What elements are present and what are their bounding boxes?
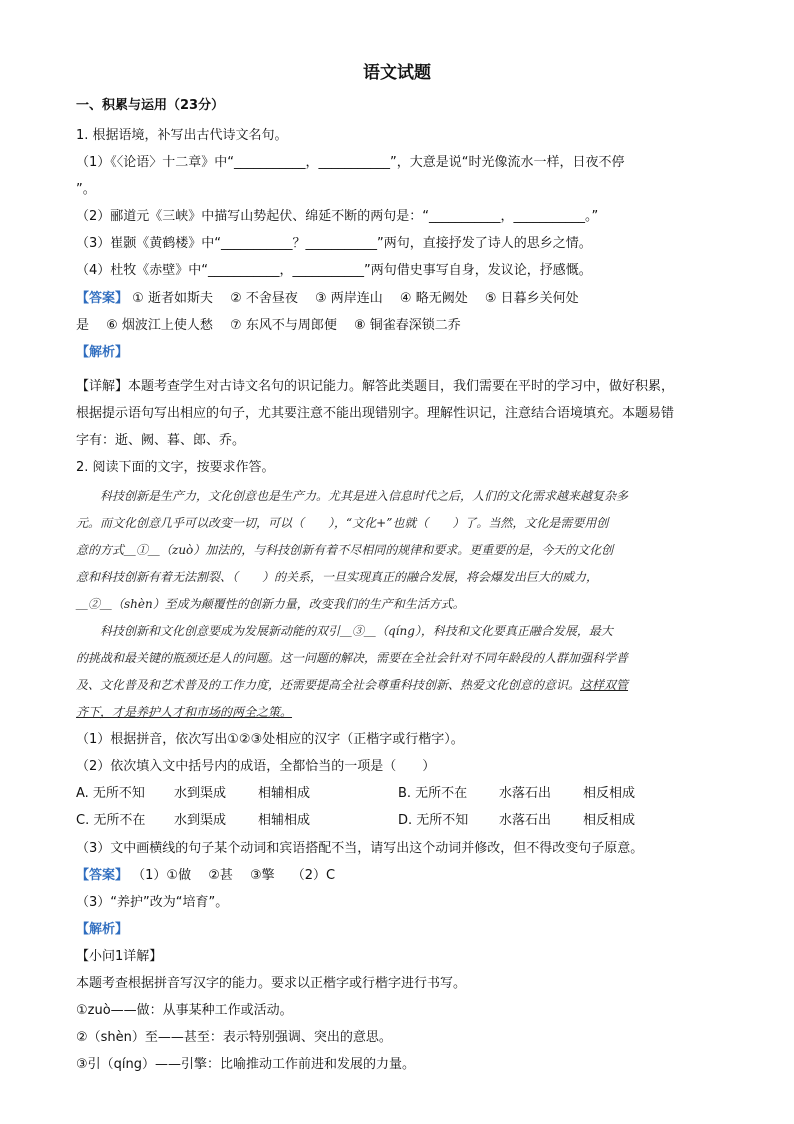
question-2-stem: 2. 阅读下面的文字，按要求作答。 (76, 460, 275, 475)
small-question-heading: 【小问1详解】 (76, 949, 163, 964)
answer-text: （1）①做 ②甚 ③擎 （2）C (132, 868, 336, 883)
passage-line: 科技创新和文化创意要成为发展新动能的双引＿③＿（qíng），科技和文化要真正融合发展，最大 (100, 624, 613, 638)
passage-line: 科技创新是生产力，文化创意也是生产力。尤其是进入信息时代之后，人们的文化需求越来越复杂多 (100, 489, 629, 503)
analysis-label: 【解析】 (76, 922, 129, 937)
question-1-item-1: （1）《〈论语〉十二章》中“___________，___________”，大意是说“时光像流水一样，日夜不停 (76, 155, 625, 170)
answer-label: 【答案】 (76, 868, 129, 883)
option-b-word-3: 相反相成 (583, 786, 636, 801)
passage-line: ＿②＿（shèn）至成为颠覆性的创新力量，改变我们的生产和生活方式。 (76, 597, 465, 611)
option-c-word-1: C. 无所不在 (76, 813, 146, 828)
underlined-sentence: 这样双管 (580, 678, 629, 692)
sub-question-3: （3）文中画横线的句子某个动词和宾语搭配不当，请写出这个动词并修改，但不得改变句子原意。 (76, 841, 644, 856)
answer-block-1 (76, 290, 579, 308)
option-d-word-2: 水落石出 (499, 813, 552, 828)
sub-question-2: （2）依次填入文中括号内的成语，全都恰当的一项是（ ） (76, 759, 436, 774)
question-1-item-1-end: ”。 (76, 182, 96, 197)
detail-line: 根据提示语句写出相应的句子，尤其要注意不能出现错别字。理解性识记，注意结合语境填充。本题易错 (76, 406, 675, 421)
explanation-line: 本题考查根据拼音写汉字的能力。要求以正楷字或行楷字进行书写。 (76, 976, 467, 991)
section-heading: 一、积累与运用（23分） (76, 98, 225, 113)
detail-line: 字有：逝、阙、暮、郎、乔。 (76, 433, 246, 448)
passage-line (76, 676, 628, 694)
answer-block-2 (76, 867, 335, 885)
question-1-item-3: （3）崔颢《黄鹤楼》中“___________？___________”两句，直接抒发了诗人的思乡之情。 (76, 236, 592, 251)
detail-line: 【详解】本题考查学生对古诗文名句的识记能力。解答此类题目，我们需要在平时的学习中，做好积累， (76, 379, 675, 394)
question-1-stem: 1. 根据语境，补写出古代诗文名句。 (76, 128, 288, 143)
option-a-word-1: A. 无所不知 (76, 786, 145, 801)
sub-question-1: （1）根据拼音，依次写出①②③处相应的汉字（正楷字或行楷字）。 (76, 732, 464, 747)
option-b-word-1: B. 无所不在 (398, 786, 468, 801)
option-d-word-1: D. 无所不知 (398, 813, 469, 828)
answer-label: 【答案】 (76, 291, 129, 306)
answer-text-cont: （3）“养护”改为“培育”。 (76, 895, 229, 910)
question-1-item-2: （2）郦道元《三峡》中描写山势起伏、绵延不断的两句是：“___________，___________。” (76, 209, 599, 224)
page-title: 语文试题 (363, 63, 431, 83)
explanation-line: ②（shèn）至——甚至：表示特别强调、突出的意思。 (76, 1030, 392, 1045)
option-d-word-3: 相反相成 (583, 813, 636, 828)
underlined-sentence: 齐下，才是养护人才和市场的两全之策。 (76, 705, 293, 719)
answer-text: ① 逝者如斯夫 ② 不舍昼夜 ③ 两岸连山 ④ 略无阙处 ⑤ 日暮乡关何处 (132, 291, 579, 306)
analysis-label: 【解析】 (76, 345, 129, 360)
passage-line: 意和科技创新有着无法割裂、（ ）的关系，一旦实现真正的融合发展，将会爆发出巨大的威力， (76, 570, 599, 584)
option-a-word-3: 相辅相成 (258, 786, 311, 801)
answer-text-cont: 是 ⑥ 烟波江上使人愁 ⑦ 东风不与周郎便 ⑧ 铜雀春深锁二乔 (76, 318, 461, 333)
option-c-word-2: 水到渠成 (174, 813, 227, 828)
explanation-line: ③引（qíng）——引擎：比喻推动工作前进和发展的力量。 (76, 1057, 416, 1072)
passage-line: 元。而文化创意几乎可以改变一切，可以（ ），“文化+”也就（ ）了。当然，文化是需要用创 (76, 516, 609, 530)
passage-line: 的挑战和最关键的瓶颈还是人的问题。这一问题的解决，需要在全社会针对不同年龄段的人群加强科学普 (76, 651, 629, 665)
explanation-line: ①zuò——做：从事某种工作或活动。 (76, 1003, 293, 1018)
passage-line: 意的方式＿①＿（zuò）加法的，与科技创新有着不尽相同的规律和要求。更重要的是，今天的文化创 (76, 543, 614, 557)
option-b-word-2: 水落石出 (499, 786, 552, 801)
passage-text: 及、文化普及和艺术普及的工作力度，还需要提高全社会尊重科技创新、热爱文化创意的意识。 (76, 678, 581, 692)
option-a-word-2: 水到渠成 (174, 786, 227, 801)
option-c-word-3: 相辅相成 (258, 813, 311, 828)
question-1-item-4: （4）杜牧《赤壁》中“___________，___________”两句借史事写自身，发议论，抒感慨。 (76, 263, 592, 278)
